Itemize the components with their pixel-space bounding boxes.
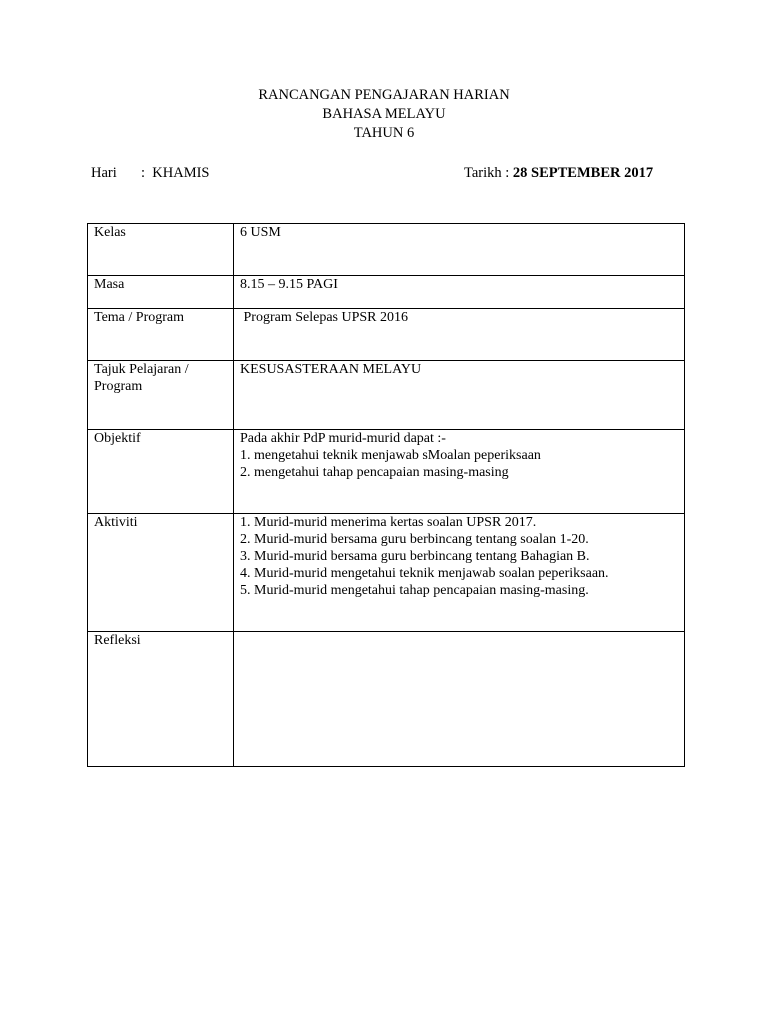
tarikh-label: Tarikh : (464, 165, 513, 181)
aktiviti-line-4: 4. Murid-murid mengetahui teknik menjawab soalan peperiksaan. (240, 566, 609, 581)
lesson-plan-table (87, 223, 685, 767)
table-row-aktiviti (88, 514, 685, 632)
tarikh-field (464, 164, 653, 182)
hari-field (91, 164, 209, 182)
title-line-3: TAHUN 6 (353, 125, 415, 141)
tajuk-label-line-1: Tajuk Pelajaran / (94, 362, 189, 377)
document-title (0, 86, 768, 143)
refleksi-value (234, 632, 685, 767)
table-row-objektif (88, 430, 685, 514)
table-row-kelas (88, 224, 685, 276)
objektif-value (234, 430, 685, 514)
aktiviti-line-5: 5. Murid-murid mengetahui tahap pencapaian masing-masing. (240, 583, 589, 598)
tema-label: Tema / Program (88, 309, 234, 361)
tema-value: Program Selepas UPSR 2016 (234, 309, 685, 361)
table-row-masa (88, 276, 685, 309)
table-row-refleksi (88, 632, 685, 767)
objektif-line-2: 1. mengetahui teknik menjawab sMoalan peperiksaan (240, 448, 541, 463)
aktiviti-line-2: 2. Murid-murid bersama guru berbincang tentang soalan 1-20. (240, 532, 589, 547)
table-row-tema (88, 309, 685, 361)
aktiviti-label: Aktiviti (88, 514, 234, 632)
objektif-label: Objektif (88, 430, 234, 514)
hari-value: : KHAMIS (141, 165, 210, 181)
masa-label: Masa (88, 276, 234, 309)
kelas-value: 6 USM (234, 224, 685, 276)
tajuk-label (88, 361, 234, 430)
hari-label: Hari (91, 165, 117, 181)
aktiviti-value (234, 514, 685, 632)
objektif-line-1: Pada akhir PdP murid-murid dapat :- (240, 431, 446, 446)
title-line-1: RANCANGAN PENGAJARAN HARIAN (258, 87, 510, 103)
table-row-tajuk (88, 361, 685, 430)
kelas-label: Kelas (88, 224, 234, 276)
refleksi-label: Refleksi (88, 632, 234, 767)
title-line-2: BAHASA MELAYU (322, 106, 446, 122)
aktiviti-line-3: 3. Murid-murid bersama guru berbincang tentang Bahagian B. (240, 549, 590, 564)
tajuk-value: KESUSASTERAAN MELAYU (234, 361, 685, 430)
masa-value: 8.15 – 9.15 PAGI (234, 276, 685, 309)
objektif-line-3: 2. mengetahui tahap pencapaian masing-masing (240, 465, 509, 480)
tarikh-value: 28 SEPTEMBER 2017 (512, 165, 654, 181)
tajuk-label-line-2: Program (94, 379, 143, 394)
aktiviti-line-1: 1. Murid-murid menerima kertas soalan UPSR 2017. (240, 515, 537, 530)
